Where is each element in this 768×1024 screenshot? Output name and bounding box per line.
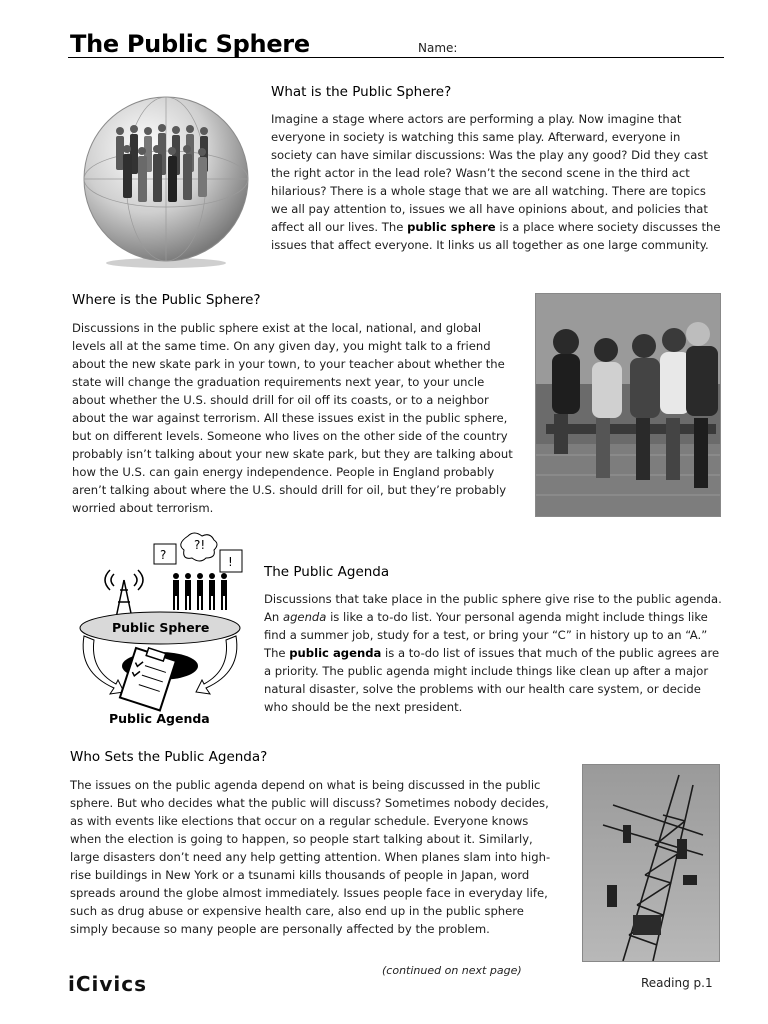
page-title: The Public Sphere — [70, 30, 310, 58]
section-text-where: Discussions in the public sphere exist at the local, national, and global levels all at the same time. On any given day, you might talk to a friend about the new skate park in your town, to your teacher about whether the state will change the graduation requirements next year, to your uncle about whether the U.S. should drill for oil off its coasts, or to a neighbor about the war against terrorism. All these issues exist in the public sphere, but on different levels. Someone who lives on the other side of the country probably isn’t talking about your new skate park, but they are talking about how the U.S. can gain energy independence. People in England probably aren’t talking about where the U.S. should drill for oil, but they’re probably worried about terrorism. — [72, 321, 513, 515]
section-heading-what: What is the Public Sphere? — [271, 84, 452, 100]
globe-with-people-image — [80, 95, 252, 270]
section-text-who: The issues on the public agenda depend on what is being discussed in the public sphere. But who decides what the public will discuss? Sometimes nobody decides, as with events like elections that occur on a regular schedule. Everyone knows when the election is going to happen, so people start talking about it. Similarly, large disasters don’t need any help getting attention. When planes slam into high-rise buildings in New York or a tsunami kills thousands of people in Japan, word spreads around the globe almost immediately. Issues people face in everyday life, such as drug abuse or expensive health care, also end up in the public sphere simply because so many people are personally affected by the problem. — [70, 778, 551, 936]
icivics-logo: iCivics — [68, 972, 148, 996]
public-sphere-diagram — [76, 532, 244, 732]
section-text-agenda: Discussions that take place in the public sphere give rise to the public agenda. An agenda is like a to-do list. Your personal agenda might include things like find a summer job, study for a test, or bring your “C” in history up to an “A.” The public agenda is a to-do list of issues that much of the public agrees are a priority. The public agenda might include things like clean up after a major natural disaster, solve the problems with our health care system, or decide who should be the next president. — [264, 592, 722, 714]
diagram-label-public-agenda: Public Agenda — [109, 711, 210, 726]
name-label: Name: — [418, 41, 458, 55]
diagram-label-public-sphere: Public Sphere — [112, 620, 210, 635]
communication-tower-photo — [582, 764, 720, 962]
bubble-question: ? — [160, 548, 167, 562]
section-heading-who: Who Sets the Public Agenda? — [70, 749, 268, 765]
header-rule — [68, 57, 724, 58]
bubble-exclamation: ! — [228, 555, 233, 569]
section-heading-where: Where is the Public Sphere? — [72, 292, 261, 308]
teens-on-bench-photo — [535, 293, 721, 517]
continued-note: (continued on next page) — [382, 964, 522, 977]
section-heading-agenda: The Public Agenda — [264, 564, 390, 580]
page-number: Reading p.1 — [641, 976, 713, 990]
bubble-interrobang: ?! — [194, 538, 206, 552]
section-text-what: Imagine a stage where actors are performing a play. Now imagine that everyone in society is watching this same play. Afterward, everyone in society can have similar discussions: Was the play any good? Did they cast the right actor in the lead role? Wasn’t the second scene in the third act hilarious? There is a whole stage that we are all watching. There are topics we all pay attention to, issues we all have opinions about, and policies that affect all our lives. The public sphere is a place where society discusses the issues that affect everyone. It links us all together as one large community. — [271, 112, 721, 252]
